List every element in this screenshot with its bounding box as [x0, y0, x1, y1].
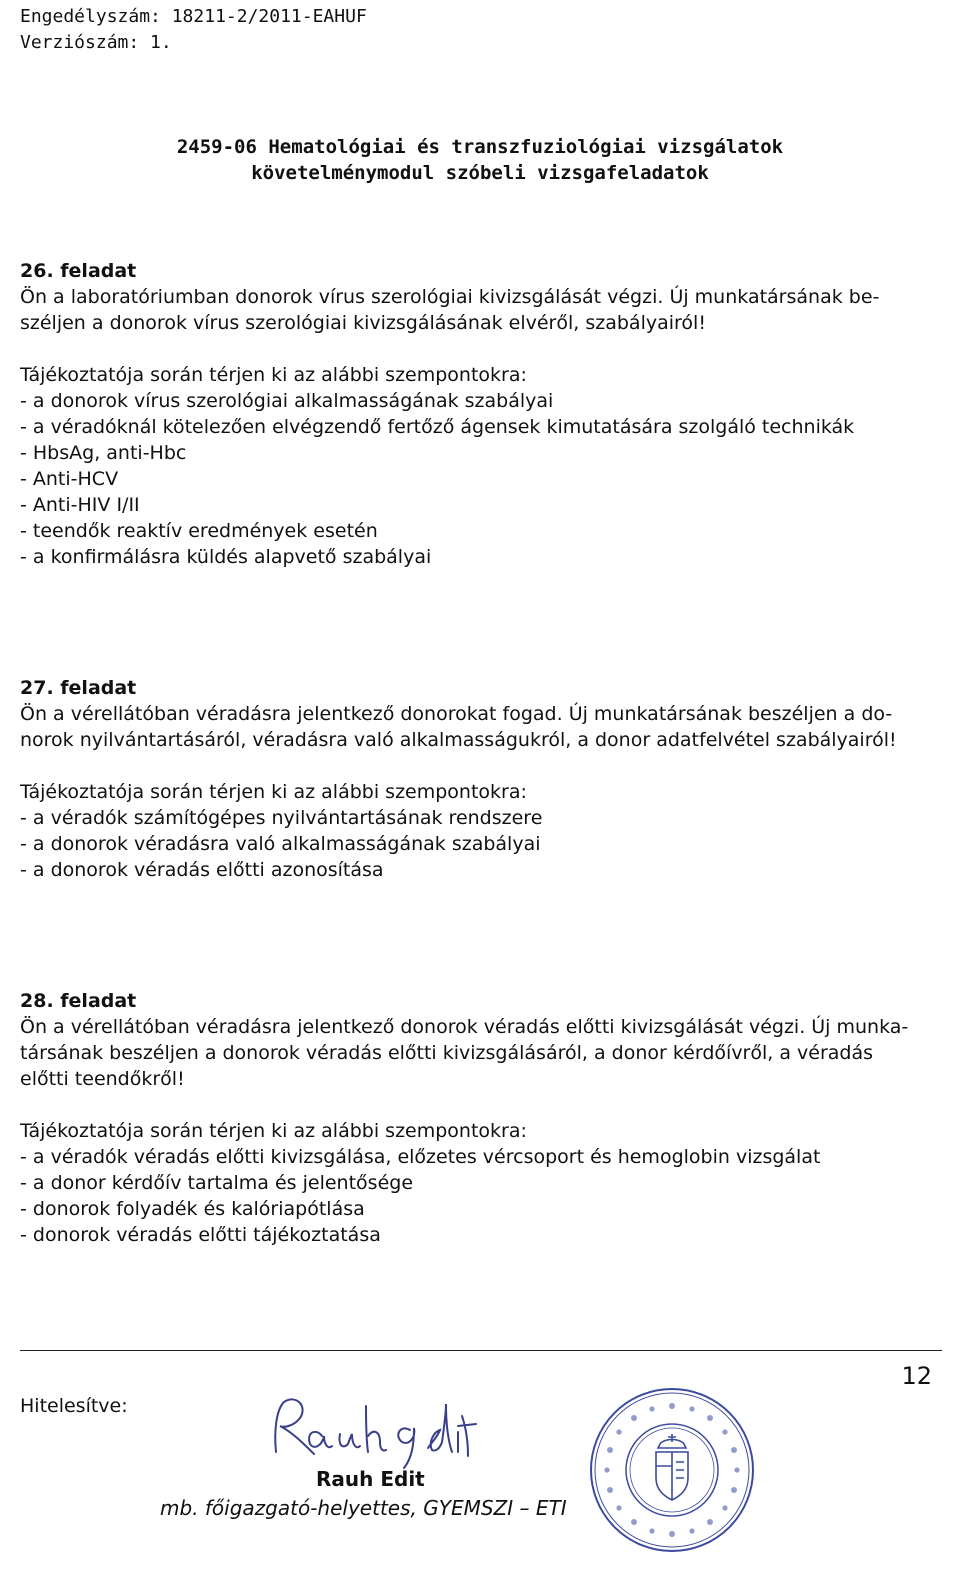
header-license: Engedélyszám: 18211-2/2011-EAHUF: [20, 6, 367, 27]
task-intro-line: Ön a vérellátóban véradásra jelentkező donorok véradás előtti kivizsgálását végzi. Új munka-: [20, 1016, 909, 1038]
task-heading: 26. feladat: [20, 260, 137, 282]
list-item: - a donorok véradás előtti azonosítása: [20, 859, 384, 881]
footer-divider: [20, 1350, 942, 1351]
list-item: - HbsAg, anti-Hbc: [20, 442, 187, 464]
list-item: - teendők reaktív eredmények esetén: [20, 520, 378, 542]
list-item: - a véradóknál kötelezően elvégzendő fertőző ágensek kimutatására szolgáló technikák: [20, 416, 855, 438]
task-heading: 28. feladat: [20, 990, 137, 1012]
list-item: - a véradók véradás előtti kivizsgálása, előzetes vércsoport és hemoglobin vizsgálat: [20, 1146, 821, 1168]
task-prompt: Tájékoztatója során térjen ki az alábbi szempontokra:: [20, 781, 527, 803]
task-intro-line: társának beszéljen a donorok véradás előtti kivizsgálásáról, a donor kérdőívről, a véradás: [20, 1042, 874, 1064]
list-item: - donorok véradás előtti tájékoztatása: [20, 1224, 381, 1246]
document-title-line2: követelménymodul szóbeli vizsgafeladatok: [251, 162, 709, 184]
task-intro-line: széljen a donorok vírus szerológiai kivizsgálásának elvéről, szabályairól!: [20, 312, 706, 334]
task-intro-line: Ön a laboratóriumban donorok vírus szerológiai kivizsgálását végzi. Új munkatársának be-: [20, 286, 880, 308]
signature-image: [262, 1392, 482, 1476]
signer-role: mb. főigazgató-helyettes, GYEMSZI – ETI: [160, 1496, 567, 1520]
list-item: - a konfirmálásra küldés alapvető szabályai: [20, 546, 432, 568]
document-title-line1: 2459-06 Hematológiai és transzfuziológiai vizsgálatok: [176, 136, 784, 158]
official-stamp-image: [588, 1386, 756, 1554]
header-version: Verziószám: 1.: [20, 32, 172, 53]
task-28: [20, 988, 940, 1248]
task-intro-line: előtti teendőkről!: [20, 1068, 185, 1090]
signer-name: Rauh Edit: [316, 1467, 425, 1491]
task-prompt: Tájékoztatója során térjen ki az alábbi szempontokra:: [20, 1120, 527, 1142]
task-27: [20, 675, 940, 883]
task-topic-list: [20, 805, 940, 883]
task-prompt: Tájékoztatója során térjen ki az alábbi szempontokra:: [20, 364, 527, 386]
certified-label: Hitelesítve:: [20, 1395, 128, 1417]
task-topic-list: [20, 1144, 940, 1248]
task-heading: 27. feladat: [20, 677, 137, 699]
task-26: [20, 258, 940, 570]
list-item: - a donor kérdőív tartalma és jelentősége: [20, 1172, 414, 1194]
list-item: - a véradók számítógépes nyilvántartásának rendszere: [20, 807, 543, 829]
page-number: 12: [901, 1362, 932, 1390]
task-topic-list: [20, 388, 940, 570]
list-item: - Anti-HCV: [20, 468, 119, 490]
list-item: - Anti-HIV I/II: [20, 494, 140, 516]
list-item: - a donorok vírus szerológiai alkalmasságának szabályai: [20, 390, 554, 412]
task-intro-line: norok nyilvántartásáról, véradásra való alkalmasságukról, a donor adatfelvétel szabályairól!: [20, 729, 897, 751]
task-intro-line: Ön a vérellátóban véradásra jelentkező donorokat fogad. Új munkatársának beszéljen a do-: [20, 703, 893, 725]
list-item: - donorok folyadék és kalóriapótlása: [20, 1198, 365, 1220]
list-item: - a donorok véradásra való alkalmasságának szabályai: [20, 833, 541, 855]
